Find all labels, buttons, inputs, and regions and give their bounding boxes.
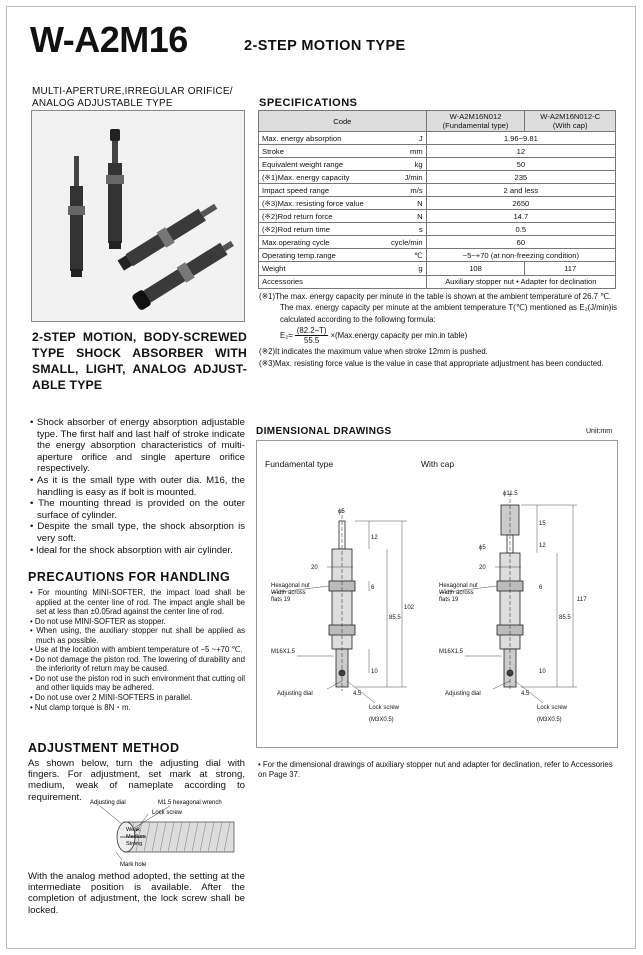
aperture-line-1: MULTI-APERTURE,IRREGULAR ORIFICE/ <box>32 86 233 97</box>
drawing-left-title: Fundamental type <box>265 459 334 469</box>
feature-item: • Shock absorber of energy absorption adjustable type. The first half and last half of stroke indicate the energy absorption characteristics of multi-aperture orifice and single aperture orifice respectively. <box>28 417 245 475</box>
label-adjusting-dial: Adjusting dial <box>90 800 126 806</box>
spec-label: Stroke <box>259 145 389 158</box>
table-row <box>259 132 616 145</box>
spec-weight-a: 108 <box>426 262 525 275</box>
formula-numerator: (82.2−T) <box>296 326 327 336</box>
table-row <box>259 145 616 158</box>
dim-phi5-cap: ϕ5 <box>479 545 486 551</box>
shock-absorber-illustration <box>32 111 244 321</box>
spec-unit: J <box>388 132 426 145</box>
precaution-item: • Do not damage the piston rod. The lowering of durability and the inferiority of return may be caused. <box>28 655 245 674</box>
spec-col-a-line1: W-A2M16N012 <box>449 112 502 121</box>
table-row <box>259 171 616 184</box>
spec-value: 12 <box>426 145 615 158</box>
precautions-heading: PRECAUTIONS FOR HANDLING <box>28 570 231 584</box>
spec-label: (※2)Rod return time <box>259 223 389 236</box>
spec-col-b-line1: W-A2M16N012-C <box>540 112 601 121</box>
dim-15: 15 <box>539 521 546 527</box>
dim-6: 6 <box>371 585 375 591</box>
spec-unit: kg <box>388 158 426 171</box>
dim-20: 20 <box>311 565 318 571</box>
spec-unit: N <box>388 197 426 210</box>
hex-nut-label-cap: Hexagonal nut <box>439 583 478 589</box>
spec-weight-b: 117 <box>525 262 616 275</box>
aperture-line-2: ANALOG ADJUSTABLE TYPE <box>32 98 173 109</box>
table-row <box>259 197 616 210</box>
dim-117: 117 <box>577 597 587 603</box>
drawings-note: • For the dimensional drawings of auxiliary stopper nut and adapter for declination, refer to Accessories on Page 37. <box>258 760 613 779</box>
precaution-item: • Do not use MINI-SOFTER as stopper. <box>28 617 245 627</box>
m3-label-cap: (M3X0.5) <box>537 717 562 723</box>
precaution-item: • For mounting MINI-SOFTER, the impact load shall be applied at the center line of rod. The impact angle shall be set at less than ±0.05rad against the center line of rod. <box>28 588 245 617</box>
table-row <box>259 158 616 171</box>
specifications-heading: SPECIFICATIONS <box>259 97 358 109</box>
label-mark-hole: Mark hole <box>120 862 147 868</box>
spec-col-a-line2: (Fundamental type) <box>442 121 509 130</box>
lock-screw-label: Lock screw <box>369 705 400 711</box>
spec-value: 2 and less <box>426 184 615 197</box>
spec-unit: ℃ <box>388 249 426 262</box>
spec-value: 14.7 <box>426 210 615 223</box>
feature-list <box>28 417 245 556</box>
formula-lhs: E₂= <box>280 331 293 341</box>
lock-screw-label-cap: Lock screw <box>537 705 568 711</box>
spec-unit: m/s <box>388 184 426 197</box>
hex-width-label-cap: Width across <box>439 590 474 596</box>
hex-flats-label: flats 19 <box>271 597 291 603</box>
with-cap-drawing <box>439 493 577 703</box>
spec-label: Max. energy absorption <box>259 132 389 145</box>
table-row <box>259 249 616 262</box>
m3-label: (M3X0.5) <box>369 717 394 723</box>
drawings-heading: DIMENSIONAL DRAWINGS <box>256 426 392 437</box>
spec-unit: mm <box>388 145 426 158</box>
dim-85-5-cap: 85.5 <box>559 615 571 621</box>
spec-label: Weight <box>259 262 389 275</box>
adjustment-heading: ADJUSTMENT METHOD <box>28 741 180 755</box>
feature-item: • Despite the small type, the shock absorption is very soft. <box>28 521 245 544</box>
table-row <box>259 184 616 197</box>
spec-value: 1.96~9.81 <box>426 132 615 145</box>
dim-phi11-5: ϕ11.5 <box>503 491 518 497</box>
spec-label: Impact speed range <box>259 184 389 197</box>
label-strong: Strong <box>126 841 143 847</box>
note-2: (※2)It indicates the maximum value when stroke 12mm is pushed. <box>259 347 488 357</box>
drawings-box <box>256 440 618 748</box>
drawings-unit: Unit:mm <box>586 428 613 435</box>
precautions-list <box>28 588 245 712</box>
hex-flats-label-cap: flats 19 <box>439 597 459 603</box>
feature-item: • The mounting thread is provided on the outer surface of cylinder. <box>28 498 245 521</box>
spec-label: (※2)Rod return force <box>259 210 389 223</box>
table-row <box>259 223 616 236</box>
formula-fraction <box>295 326 329 345</box>
spec-unit: s <box>388 223 426 236</box>
spec-notes <box>259 291 617 369</box>
spec-header-row <box>259 111 616 132</box>
formula <box>259 326 617 345</box>
adjustment-figure <box>90 798 240 868</box>
dim-4-5-cap: 4.5 <box>521 691 530 697</box>
note-3: (※3)Max. resisting force value is the value in case that appropriate adjustment has been conducted. <box>259 358 604 368</box>
spec-value: 2650 <box>426 197 615 210</box>
dim-20-cap: 20 <box>479 565 486 571</box>
precaution-item: • Nut clamp torque is 8N・m. <box>28 703 245 713</box>
label-lock-screw: Lock screw <box>152 810 183 816</box>
precaution-item: • Do not use over 2 MINI-SOFTERS in parallel. <box>28 693 245 703</box>
aperture-type <box>32 86 252 110</box>
spec-value: Auxiliary stopper nut • Adapter for declination <box>426 275 615 288</box>
dim-6-cap: 6 <box>539 585 543 591</box>
hex-nut-label: Hexagonal nut <box>271 583 310 589</box>
dim-phi5: ϕ5 <box>338 509 345 515</box>
dimensional-drawing <box>257 441 617 747</box>
dim-4-5: 4.5 <box>353 691 362 697</box>
spec-value: 60 <box>426 236 615 249</box>
dim-12-cap: 12 <box>539 543 546 549</box>
thread-label-cap: M16X1.5 <box>439 649 464 655</box>
feature-item: • Ideal for the shock absorption with air cylinder. <box>28 545 245 557</box>
table-row <box>259 210 616 223</box>
adjusting-dial-label: Adjusting dial <box>277 691 313 697</box>
product-photo <box>31 110 245 322</box>
spec-col-withcap <box>525 111 616 132</box>
dim-10: 10 <box>371 669 378 675</box>
spec-label: Max.operating cycle <box>259 236 389 249</box>
spec-label: Accessories <box>259 275 427 288</box>
label-hex-wrench: M1.5 hexagonal wrench <box>158 800 222 806</box>
formula-denominator: 55.5 <box>304 336 320 346</box>
note-1b: The max. energy capacity per minute at the ambient temperature T(℃) mentioned as E₂(J/min)is calculated according to the following formula: <box>280 303 617 324</box>
hex-width-label: Width across <box>271 590 306 596</box>
spec-value: 50 <box>426 158 615 171</box>
spec-label: Equivalent weight range <box>259 158 389 171</box>
spec-value: 0.5 <box>426 223 615 236</box>
adjustment-text-2: With the analog method adopted, the setting at the intermediate position is available. After the completion of adjustment, the lock screw shall be locked. <box>28 871 245 916</box>
spec-label: (※1)Max. energy capacity <box>259 171 389 184</box>
spec-col-b-line2: (With cap) <box>552 121 588 130</box>
dim-10-cap: 10 <box>539 669 546 675</box>
spec-value: −5~+70 (at non-freezing condition) <box>426 249 615 262</box>
spec-label: (※3)Max. resisting force value <box>259 197 389 210</box>
drawing-right-title: With cap <box>421 459 455 469</box>
adjustment-text: As shown below, turn the adjusting dial with fingers. For adjustment, set mark at strong, medium, weak of nameplate according to requirement. <box>28 758 245 803</box>
precaution-item: • When using, the auxiliary stopper nut shall be applied as much as possible. <box>28 626 245 645</box>
note-1: (※1)The max. energy capacity per minute in the table is shown at the ambient temperature of 26.7 ℃. <box>259 292 612 301</box>
label-weak: Weak <box>126 827 140 833</box>
dim-102: 102 <box>404 605 415 611</box>
precaution-item: • Do not use the piston rod in such environment that cutting oil and other liquids may be adhered. <box>28 674 245 693</box>
fundamental-type-drawing <box>271 509 407 703</box>
thread-label: M16X1.5 <box>271 649 296 655</box>
formula-rhs: ×(Max.energy capacity per min.in table) <box>330 331 468 341</box>
spec-unit: g <box>388 262 426 275</box>
table-row <box>259 275 616 288</box>
dim-12: 12 <box>371 535 378 541</box>
spec-unit: J/min <box>388 171 426 184</box>
product-headline: 2-STEP MOTION, BODY-SCREWED TYPE SHOCK ABSORBER WITH SMALL, LIGHT, ANALOG ADJUST-ABLE TYPE <box>32 330 247 392</box>
spec-col-code: Code <box>259 111 427 132</box>
spec-label: Operating temp.range <box>259 249 389 262</box>
spec-value: 235 <box>426 171 615 184</box>
precaution-item: • Use at the location with ambient temperature of −5 ~+70 ℃. <box>28 645 245 655</box>
adjusting-dial-label-cap: Adjusting dial <box>445 691 481 697</box>
drawings-note-text: For the dimensional drawings of auxiliary stopper nut and adapter for declination, refer to Accessories on Page 37. <box>258 760 613 779</box>
type-subtitle: 2-STEP MOTION TYPE <box>244 38 406 54</box>
dim-85-5: 85.5 <box>389 615 401 621</box>
model-title: W-A2M16 <box>30 19 188 60</box>
feature-item: • As it is the small type with outer dia. M16, the handling is easy as if bolt is mounted. <box>28 475 245 498</box>
table-row <box>259 262 616 275</box>
table-row <box>259 236 616 249</box>
spec-unit: N <box>388 210 426 223</box>
spec-unit: cycle/min <box>388 236 426 249</box>
specifications-table <box>258 110 616 289</box>
spec-col-fundamental <box>426 111 525 132</box>
label-medium: Medium <box>126 834 146 840</box>
